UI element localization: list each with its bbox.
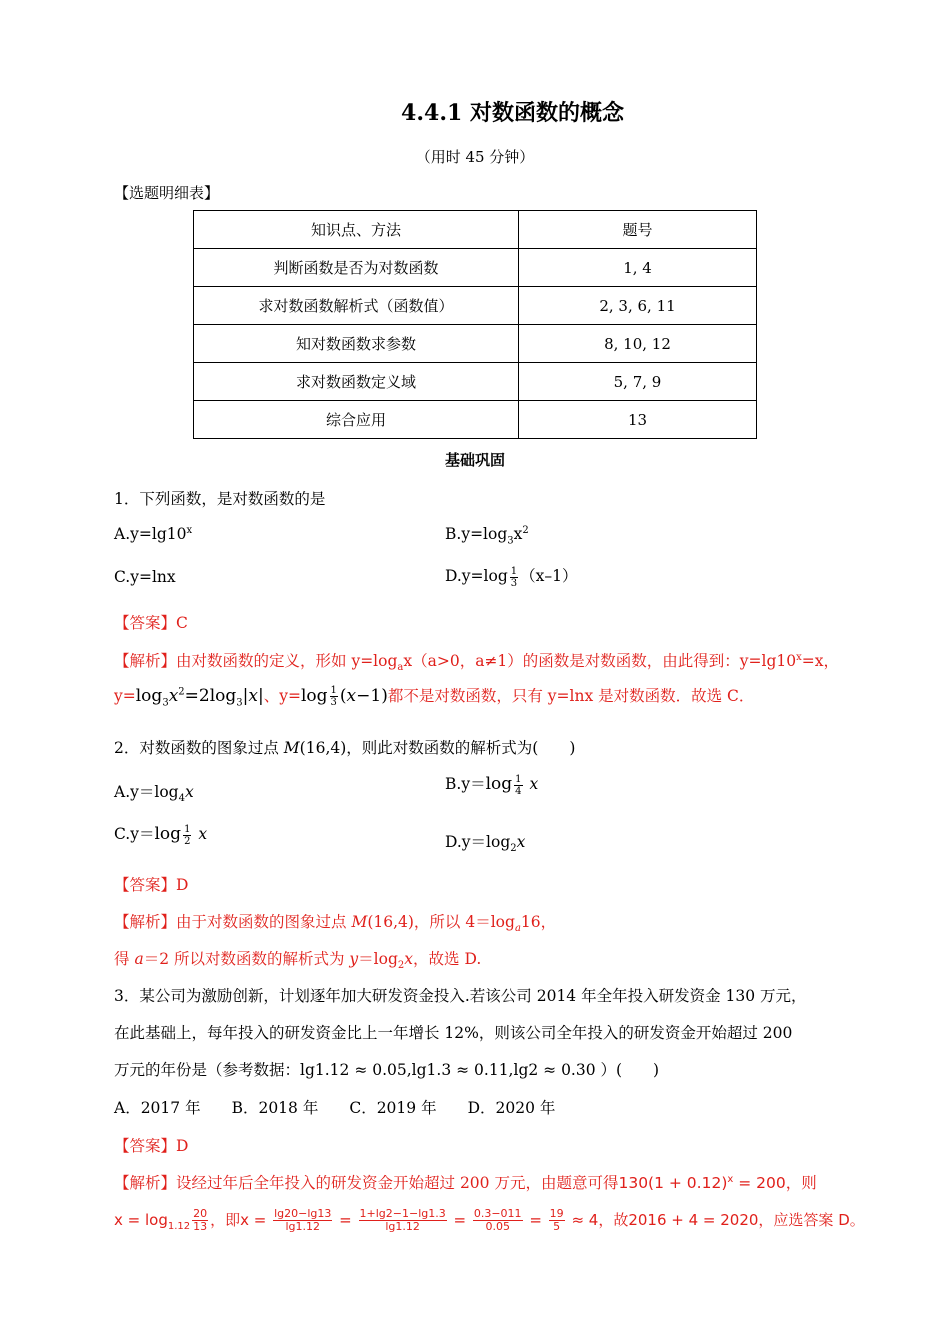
table-cell: 求对数函数定义域 (194, 363, 519, 401)
q1-option-c: C.y=lnx (114, 568, 176, 586)
table-cell: 求对数函数解析式（函数值） (194, 287, 519, 325)
table-row (194, 325, 757, 363)
table-header: 知识点、方法 (194, 211, 519, 249)
q1-explanation-line2: $y=\log_3x^2=2\log_3|x|$、y=log $\frac{1}{3}$ (x−1)都不是对数函数，只有 y=lnx 是对数函数．故选 C． (114, 685, 755, 709)
q2-explanation-line1: 【解析】由于对数函数的图象过点 M(16,4)，所以 $4=\log_a16$， (114, 913, 557, 935)
table-cell: 2, 3, 6, 11 (519, 287, 757, 325)
q3-explanation-line1: 【解析】设经过年后全年投入的研发资金开始超过 200 万元，由题意可得$130(1 + 0.12)^x = 200$，则 (114, 1173, 817, 1192)
table-cell: 知对数函数求参数 (194, 325, 519, 363)
table-row (194, 249, 757, 287)
table-row (194, 401, 757, 439)
q1-option-b: $B.y=\log_3x^2$ (445, 525, 529, 547)
table-cell: 1, 4 (519, 249, 757, 287)
page-title: 4.4.1 对数函数的概念 (401, 100, 624, 126)
table-row (194, 363, 757, 401)
q1-option-a: $A.y=\lg 10^x$ (114, 525, 193, 544)
time-note: （用时 45 分钟） (415, 148, 535, 166)
topic-table (193, 210, 757, 439)
table-cell: 综合应用 (194, 401, 519, 439)
q2-option-b: B.y＝log $\frac{1}{4}$ x (445, 773, 539, 797)
q2-answer: 【答案】D (114, 876, 189, 894)
table-cell: 8, 10, 12 (519, 325, 757, 363)
table-cell: 判断函数是否为对数函数 (194, 249, 519, 287)
q2-explanation-line2: 得 a＝2 所以对数函数的解析式为 $y=\log_2x$，故选 D. (114, 950, 482, 972)
q1-stem: 1．下列函数，是对数函数的是 (114, 490, 326, 508)
section-heading: 基础巩固 (444, 451, 505, 469)
q3-answer: 【答案】D (114, 1137, 189, 1155)
q3-explanation-line2: $x = \log_{1.12}$ $\frac{20}{13}$ ，即x = $\frac{\lg 20-\lg 13}{\lg 1.12}$ = $\frac{1+\lg 2-1-\lg 1.3}{\lg 1.12}$ = $\frac{0.3-011}{0.05}$ = $\frac{19}{5}$ ≈ 4，故2016 + 4 = 2020，应选答案 D。 (114, 1207, 865, 1233)
q2-option-a: $A.y=\log_4x$ (114, 783, 194, 805)
q3-stem-line3: 万元的年份是（参考数据：lg1.12 ≈ 0.05,lg1.3 ≈ 0.11,lg2 ≈ 0.30 ）( ) (114, 1061, 660, 1079)
q3-options: A．2017 年 B．2018 年 C．2019 年 D．2020 年 (114, 1099, 556, 1117)
q1-option-d: D.y=log $\frac{1}{3}$ （x–1） (445, 565, 578, 589)
section-label: 【选题明细表】 (114, 184, 220, 202)
q1-answer: 【答案】C (114, 614, 188, 632)
q2-stem: 2．对数函数的图象过点 M(16,4)，则此对数函数的解析式为( ) (114, 739, 576, 757)
table-cell: 5, 7, 9 (519, 363, 757, 401)
q2-option-d: $D.y=\log_2x$ (445, 833, 526, 855)
q3-stem-line2: 在此基础上，每年投入的研发资金比上一年增长 12%，则该公司全年投入的研发资金开始超过 200 (114, 1024, 793, 1042)
table-row (194, 287, 757, 325)
q2-option-c: C.y＝log $\frac{1}{2}$ x (114, 823, 208, 847)
table-header: 题号 (519, 211, 757, 249)
q3-stem-line1: 3．某公司为激励创新，计划逐年加大研发资金投入.若该公司 2014 年全年投入研发资金 130 万元， (114, 987, 807, 1005)
table-header-row (194, 211, 757, 249)
table-cell: 13 (519, 401, 757, 439)
q1-explanation-line1: 【解析】由对数函数的定义，形如 $y=\log_ax(a>0$，a≠1）的函数是对数函数，由此得到：$y=\lg 10^x=x$， (114, 651, 840, 674)
